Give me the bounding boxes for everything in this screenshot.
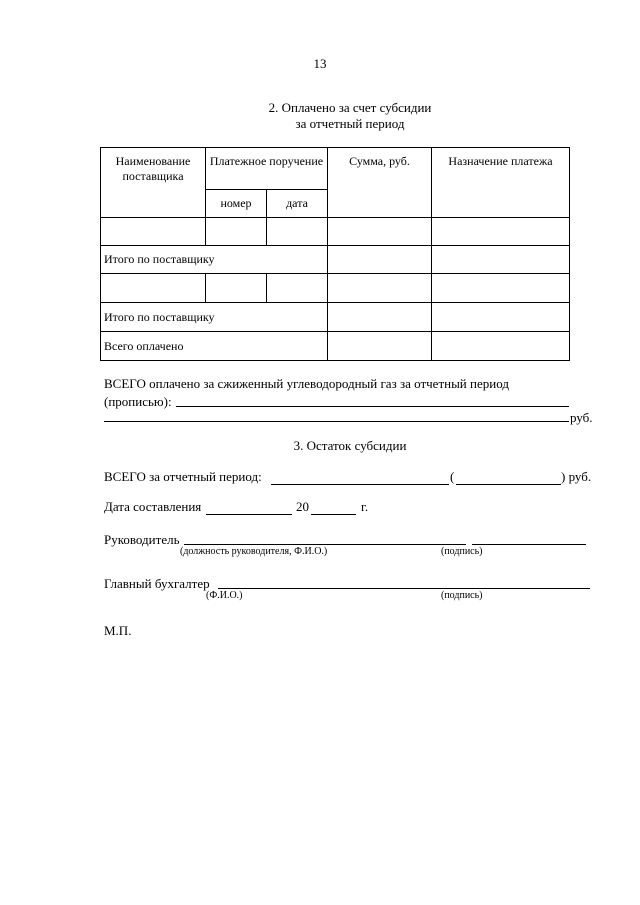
remaining-unit: ) руб. — [561, 469, 592, 484]
table-cell[interactable] — [328, 246, 432, 274]
date-year-prefix: 20 — [296, 499, 309, 514]
date-label: Дата составления — [104, 499, 202, 514]
header-amount: Сумма, руб. — [328, 148, 432, 218]
table-cell[interactable] — [328, 274, 432, 303]
table-header-row — [101, 148, 570, 190]
accountant-caption-signature: (подпись) — [441, 590, 483, 601]
table-cell[interactable] — [432, 218, 570, 246]
total-row — [101, 332, 570, 361]
remaining-total-label: ВСЕГО за отчетный период: — [104, 469, 262, 484]
table-cell[interactable] — [267, 218, 328, 246]
payments-table — [100, 147, 570, 361]
section2-title — [0, 100, 640, 132]
table-cell[interactable] — [101, 274, 206, 303]
head-name-field[interactable] — [184, 544, 466, 545]
section2-title-line2: за отчетный период — [295, 116, 405, 131]
paid-total-words-field-2[interactable] — [104, 421, 569, 422]
paid-total-unit: руб. — [570, 410, 593, 425]
subtotal-label: Итого по поставщику — [101, 303, 328, 332]
table-cell[interactable] — [206, 218, 267, 246]
table-cell[interactable] — [328, 218, 432, 246]
head-signature-field[interactable] — [472, 544, 586, 545]
table-row — [101, 274, 570, 303]
header-number: номер — [206, 190, 267, 218]
accountant-label: Главный бухгалтер — [104, 576, 210, 591]
accountant-field[interactable] — [218, 588, 590, 589]
paid-total-line1: ВСЕГО оплачено за сжиженный углеводородный газ за отчетный период — [104, 376, 509, 391]
paid-total-words-field-1[interactable] — [176, 406, 569, 407]
table-cell[interactable] — [432, 246, 570, 274]
table-cell[interactable] — [432, 332, 570, 361]
table-cell[interactable] — [328, 303, 432, 332]
section2-title-line1: 2. Оплачено за счет субсидии — [268, 100, 432, 115]
date-field[interactable] — [206, 514, 292, 515]
section3-title: 3. Остаток субсидии — [293, 438, 407, 453]
paid-total-line2: (прописью): — [104, 394, 172, 409]
table-row — [101, 218, 570, 246]
total-label: Всего оплачено — [101, 332, 328, 361]
head-caption-signature: (подпись) — [441, 546, 483, 557]
table-cell[interactable] — [101, 218, 206, 246]
stamp-placeholder: М.П. — [104, 623, 132, 638]
subtotal-row — [101, 303, 570, 332]
remaining-paren-open: ( — [450, 469, 455, 484]
table-cell[interactable] — [432, 303, 570, 332]
header-payment-order: Платежное поручение — [206, 148, 328, 190]
header-supplier: Наименование поставщика — [101, 148, 206, 218]
table-cell[interactable] — [267, 274, 328, 303]
date-year-field[interactable] — [311, 514, 356, 515]
table-cell[interactable] — [432, 274, 570, 303]
page-number: 13 — [313, 56, 327, 71]
header-purpose: Назначение платежа — [432, 148, 570, 218]
date-year-suffix: г. — [361, 499, 369, 514]
accountant-caption-name: (Ф.И.О.) — [206, 590, 243, 601]
header-date: дата — [267, 190, 328, 218]
table-cell[interactable] — [206, 274, 267, 303]
remaining-total-field[interactable] — [271, 484, 449, 485]
subtotal-label: Итого по поставщику — [101, 246, 328, 274]
head-caption-position: (должность руководителя, Ф.И.О.) — [180, 546, 328, 557]
remaining-words-field[interactable] — [456, 484, 561, 485]
subtotal-row — [101, 246, 570, 274]
table-cell[interactable] — [328, 332, 432, 361]
head-label: Руководитель — [104, 532, 180, 547]
